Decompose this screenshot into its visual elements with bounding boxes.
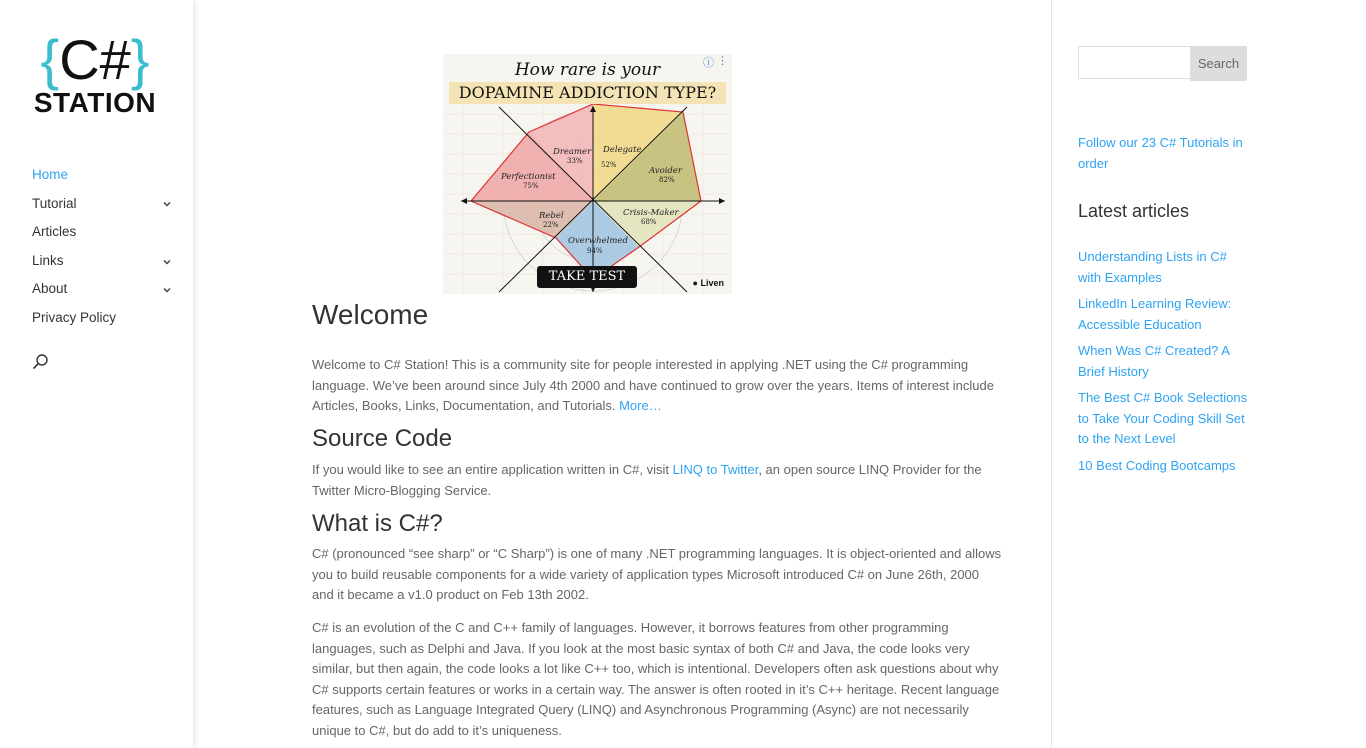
article-link[interactable]: The Best C# Book Selections to Take Your Coding Skill Set to the Next Level — [1078, 390, 1248, 447]
main-nav — [32, 161, 178, 333]
nav-item-articles[interactable] — [32, 218, 178, 247]
nav-item-label: Tutorial — [32, 195, 77, 211]
latest-articles-heading: Latest articles — [1078, 201, 1190, 221]
segment-pct: 52% — [601, 161, 617, 169]
segment-pct: 82% — [659, 176, 675, 184]
logo-mark — [32, 30, 158, 90]
more-link[interactable]: More… — [619, 398, 662, 414]
ad-brand-logo: ● Liven — [692, 278, 724, 288]
logo-code: C# — [59, 28, 131, 91]
latest-articles-list — [1078, 247, 1248, 482]
nav-item-links[interactable] — [32, 247, 178, 276]
what-is-paragraph-1: C# (pronounced “see sharp” or “C Sharp”) is one of many .NET programming languages. It is object-oriented and allows you to build reusable components for a wide variety of application types Microsoft introduced C# on June 26th, 2000 and it became a v1.0 product on Feb 13th 2002. — [312, 546, 1002, 603]
chevron-down-icon[interactable] — [162, 247, 172, 275]
site-logo[interactable] — [32, 30, 158, 120]
chevron-down-icon[interactable] — [162, 190, 172, 218]
ad-title: How rare is your — [514, 60, 661, 80]
segment-label: Dreamer — [553, 147, 592, 157]
left-sidebar — [0, 0, 193, 748]
article-link[interactable]: 10 Best Coding Bootcamps — [1078, 457, 1236, 473]
what-is-paragraph-2: C# is an evolution of the C and C++ family of languages. However, it borrows features from other programming languages, such as Delphi and Java. If you look at the most basic syntax of both C# and Java, the code looks very similar, but then again, the code looks a lot like C++ too, which is intentional. Developers often ask questions about why C# supports certain features or works in a certain way. The answer is often rooted in it’s C++ heritage. Recent language features, such as Language Integrated Query (LINQ) and Asynchronous Programming (Async) are not necessarily unique to C#, but do add to it’s uniqueness. — [312, 620, 1000, 738]
source-code-heading: Source Code — [312, 425, 453, 452]
welcome-heading: Welcome — [312, 299, 429, 330]
ad-headline: DOPAMINE ADDICTION TYPE? — [449, 82, 726, 104]
segment-label: Perfectionist — [501, 172, 556, 182]
logo-brace-close: } — [130, 28, 150, 91]
segment-pct: 68% — [641, 218, 657, 226]
take-test-button[interactable]: TAKE TEST — [537, 266, 637, 288]
nav-item-label: Links — [32, 252, 64, 268]
segment-label: Overwhelmed — [568, 236, 628, 246]
source-text-before: If you would like to see an entire application written in C#, visit — [312, 462, 673, 477]
segment-pct: 22% — [543, 221, 559, 229]
search-input[interactable] — [1078, 46, 1190, 79]
nav-item-label: Privacy Policy — [32, 309, 117, 325]
more-options-icon[interactable]: ⋮ — [717, 55, 728, 67]
welcome-paragraph — [312, 355, 1002, 417]
source-text-after: , an open source LINQ Provider for the Twitter Micro-Blogging Service. — [312, 462, 982, 498]
logo-brace-open: { — [40, 28, 60, 91]
nav-item-home[interactable] — [32, 161, 178, 190]
source-code-paragraph — [312, 460, 1002, 501]
article-link[interactable]: Understanding Lists in C# with Examples — [1078, 249, 1227, 285]
nav-item-tutorial[interactable] — [32, 190, 178, 219]
what-is-csharp-heading: What is C#? — [312, 510, 443, 537]
sidebar-divider — [1051, 0, 1052, 748]
segment-label: Crisis-Maker — [623, 208, 679, 218]
segment-label: Avoider — [649, 166, 682, 176]
segment-pct: 94% — [587, 247, 603, 255]
welcome-text: Welcome to C# Station! This is a community site for people interested in applying .NET using the C# programming language. We’ve been around since July 4th 2000 and have continued to grow over the years. Items of interest include Articles, Books, Links, Documentation, and Tutorials. — [312, 357, 994, 414]
info-icon[interactable]: ⓘ — [703, 57, 714, 69]
segment-label: Delegate — [603, 145, 642, 155]
chevron-down-icon[interactable] — [162, 275, 172, 303]
advertisement-banner[interactable] — [443, 54, 732, 294]
nav-item-about[interactable] — [32, 275, 178, 304]
segment-label: Rebel — [539, 211, 564, 221]
nav-item-label: Home — [32, 167, 69, 182]
segment-pct: 33% — [567, 157, 583, 165]
main-content — [312, 0, 1007, 748]
nav-item-label: Articles — [32, 224, 77, 240]
segment-pct: 75% — [523, 182, 539, 190]
logo-name: STATION — [33, 87, 157, 118]
linq-to-twitter-link[interactable]: LINQ to Twitter — [672, 462, 759, 477]
nav-item-label: About — [32, 281, 68, 297]
nav-item-privacy-policy[interactable] — [32, 304, 178, 333]
follow-tutorials-link[interactable]: Follow our 23 C# Tutorials in order — [1078, 135, 1243, 171]
article-link[interactable]: LinkedIn Learning Review: Accessible Education — [1078, 296, 1232, 332]
article-link[interactable]: When Was C# Created? A Brief History — [1078, 343, 1230, 379]
search-icon[interactable] — [32, 353, 50, 371]
search-button[interactable]: Search — [1190, 46, 1247, 81]
